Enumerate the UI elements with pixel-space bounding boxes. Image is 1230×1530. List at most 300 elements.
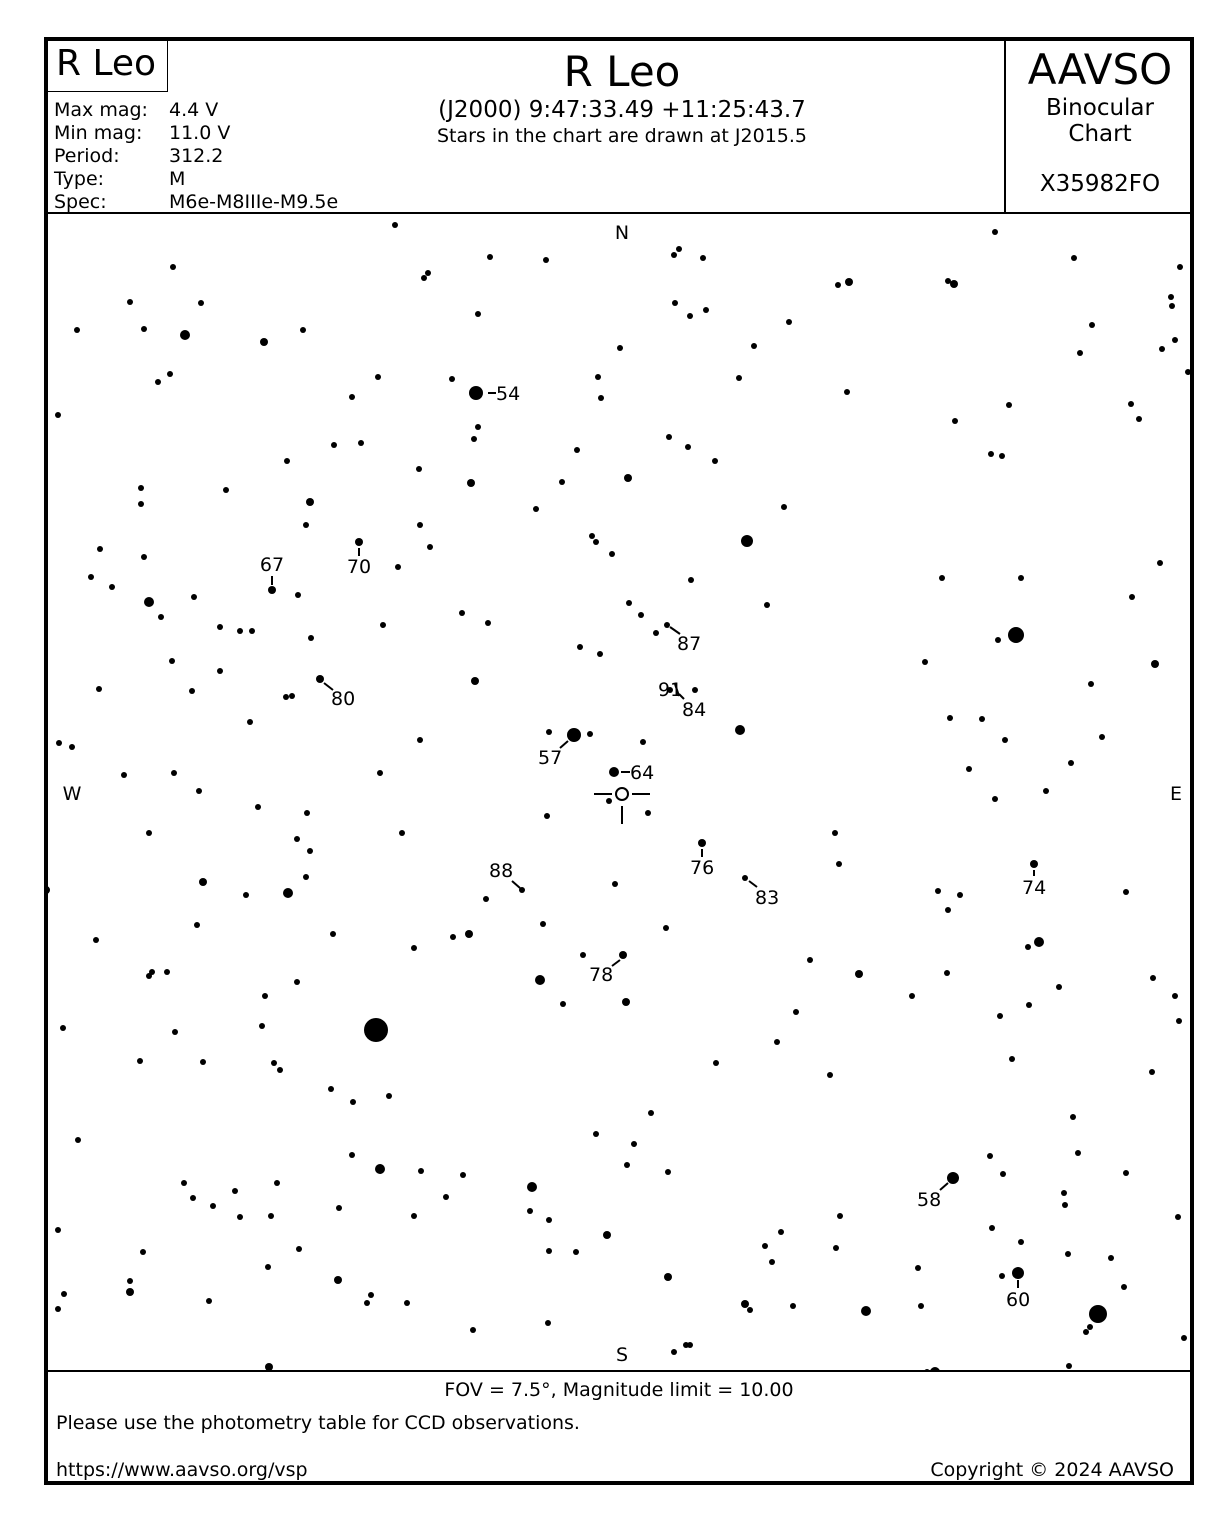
star bbox=[418, 1168, 424, 1174]
label-leader-line bbox=[940, 1183, 948, 1190]
star bbox=[465, 930, 473, 938]
star bbox=[671, 1349, 677, 1355]
star bbox=[861, 1306, 871, 1316]
star bbox=[283, 694, 289, 700]
star bbox=[560, 1001, 566, 1007]
star bbox=[736, 375, 742, 381]
star bbox=[331, 442, 337, 448]
star bbox=[1065, 1251, 1071, 1257]
star bbox=[845, 278, 853, 286]
star bbox=[392, 222, 398, 228]
star bbox=[149, 969, 155, 975]
comparison-label: 80 bbox=[331, 688, 356, 710]
star bbox=[471, 436, 477, 442]
star bbox=[612, 881, 618, 887]
star bbox=[835, 282, 841, 288]
star bbox=[1129, 594, 1135, 600]
star bbox=[989, 1225, 995, 1231]
star bbox=[380, 622, 386, 628]
star bbox=[96, 686, 102, 692]
star bbox=[837, 1213, 843, 1219]
comparison-label: 64 bbox=[630, 762, 655, 784]
label-leader-line bbox=[512, 881, 520, 888]
star bbox=[1150, 975, 1156, 981]
star bbox=[141, 554, 147, 560]
star bbox=[827, 1072, 833, 1078]
star bbox=[1062, 1202, 1068, 1208]
star bbox=[69, 744, 75, 750]
star bbox=[336, 1205, 342, 1211]
compass-north: N bbox=[614, 222, 630, 244]
info-label: Period: bbox=[54, 145, 120, 167]
chart-kind-line1: Binocular bbox=[1046, 95, 1154, 121]
star bbox=[774, 1039, 780, 1045]
star bbox=[712, 458, 718, 464]
star bbox=[232, 1188, 238, 1194]
star bbox=[703, 307, 709, 313]
star bbox=[48, 886, 50, 894]
star bbox=[1172, 337, 1178, 343]
star bbox=[93, 937, 99, 943]
star bbox=[349, 1152, 355, 1158]
star bbox=[606, 798, 612, 804]
info-value: 4.4 V bbox=[169, 99, 219, 121]
star bbox=[137, 1058, 143, 1064]
star bbox=[487, 254, 493, 260]
star bbox=[1012, 1267, 1024, 1279]
star bbox=[375, 374, 381, 380]
star bbox=[741, 535, 753, 547]
star bbox=[206, 1298, 212, 1304]
star bbox=[375, 1164, 385, 1174]
star bbox=[141, 326, 147, 332]
star bbox=[196, 788, 202, 794]
star bbox=[769, 1259, 775, 1265]
star bbox=[995, 637, 1001, 643]
star bbox=[404, 1300, 410, 1306]
star bbox=[735, 725, 745, 735]
star bbox=[140, 1249, 146, 1255]
comparison-label: 87 bbox=[677, 633, 702, 655]
star bbox=[609, 767, 619, 777]
star bbox=[459, 610, 465, 616]
star bbox=[1026, 1002, 1032, 1008]
star bbox=[265, 1363, 273, 1370]
star bbox=[992, 796, 998, 802]
compass-west: W bbox=[62, 783, 82, 805]
star bbox=[349, 394, 355, 400]
star bbox=[966, 766, 972, 772]
star bbox=[687, 313, 693, 319]
star bbox=[947, 715, 953, 721]
star bbox=[988, 451, 994, 457]
star bbox=[181, 1180, 187, 1186]
chart-frame bbox=[44, 37, 1194, 1485]
star bbox=[265, 1264, 271, 1270]
info-label: Spec: bbox=[54, 191, 107, 213]
star bbox=[260, 338, 268, 346]
star bbox=[274, 1180, 280, 1186]
star bbox=[1099, 734, 1105, 740]
star bbox=[935, 888, 941, 894]
star-field-stars bbox=[48, 222, 1190, 1370]
star bbox=[243, 892, 249, 898]
vsp-link[interactable]: https://www.aavso.org/vsp bbox=[56, 1459, 308, 1481]
star bbox=[449, 376, 455, 382]
star bbox=[1018, 1239, 1024, 1245]
comparison-label: 91 bbox=[658, 679, 683, 701]
star bbox=[685, 444, 691, 450]
star bbox=[425, 270, 431, 276]
star bbox=[421, 275, 427, 281]
star bbox=[543, 257, 549, 263]
star bbox=[567, 728, 581, 742]
star bbox=[249, 628, 255, 634]
star bbox=[997, 1013, 1003, 1019]
star bbox=[55, 412, 61, 418]
star bbox=[1123, 889, 1129, 895]
star bbox=[56, 740, 62, 746]
star bbox=[308, 635, 314, 641]
star bbox=[1083, 1329, 1089, 1335]
star bbox=[580, 952, 586, 958]
compass-south: S bbox=[615, 1344, 629, 1366]
star bbox=[121, 772, 127, 778]
star bbox=[330, 931, 336, 937]
copyright: Copyright © 2024 AAVSO bbox=[930, 1459, 1174, 1481]
star bbox=[300, 327, 306, 333]
star bbox=[1172, 993, 1178, 999]
star bbox=[303, 522, 309, 528]
star bbox=[1169, 303, 1175, 309]
star bbox=[533, 506, 539, 512]
star bbox=[1071, 255, 1077, 261]
star bbox=[1149, 1069, 1155, 1075]
star bbox=[303, 874, 309, 880]
star bbox=[259, 1023, 265, 1029]
star bbox=[1181, 1335, 1187, 1341]
star bbox=[1089, 322, 1095, 328]
star bbox=[271, 1060, 277, 1066]
star bbox=[475, 311, 481, 317]
star bbox=[146, 830, 152, 836]
comparison-label: 70 bbox=[346, 556, 372, 578]
comparison-label: 54 bbox=[496, 383, 521, 405]
star bbox=[671, 252, 677, 258]
star bbox=[334, 1276, 342, 1284]
star bbox=[587, 731, 593, 737]
star bbox=[1009, 1056, 1015, 1062]
star bbox=[1087, 1324, 1093, 1330]
info-label: Min mag: bbox=[54, 122, 143, 144]
star bbox=[1068, 760, 1074, 766]
star bbox=[1034, 937, 1044, 947]
star bbox=[577, 644, 583, 650]
star bbox=[377, 770, 383, 776]
star bbox=[665, 1169, 671, 1175]
star bbox=[262, 993, 268, 999]
star bbox=[395, 564, 401, 570]
star bbox=[368, 1292, 374, 1298]
star bbox=[247, 719, 253, 725]
star bbox=[664, 622, 670, 628]
star bbox=[198, 300, 204, 306]
star bbox=[328, 1086, 334, 1092]
star bbox=[617, 345, 623, 351]
star bbox=[289, 693, 295, 699]
star bbox=[127, 299, 133, 305]
info-value: 312.2 bbox=[169, 145, 224, 167]
star bbox=[1159, 346, 1165, 352]
star bbox=[294, 979, 300, 985]
star bbox=[593, 1131, 599, 1137]
star bbox=[191, 594, 197, 600]
star bbox=[307, 848, 313, 854]
star bbox=[55, 1306, 61, 1312]
star bbox=[277, 1067, 283, 1073]
star bbox=[210, 1203, 216, 1209]
star bbox=[1175, 1214, 1181, 1220]
star bbox=[945, 278, 951, 284]
star bbox=[653, 630, 659, 636]
star bbox=[609, 551, 615, 557]
star bbox=[663, 925, 669, 931]
star bbox=[1061, 1190, 1067, 1196]
star bbox=[793, 1009, 799, 1015]
star bbox=[358, 440, 364, 446]
star bbox=[467, 479, 475, 487]
star bbox=[764, 602, 770, 608]
label-leader-line bbox=[612, 960, 620, 966]
comparison-label: 83 bbox=[755, 887, 780, 909]
star bbox=[144, 597, 154, 607]
star bbox=[790, 1303, 796, 1309]
star bbox=[1128, 401, 1134, 407]
star bbox=[237, 628, 243, 634]
star bbox=[386, 1093, 392, 1099]
star bbox=[167, 371, 173, 377]
star bbox=[781, 504, 787, 510]
star bbox=[443, 1194, 449, 1200]
target-circle bbox=[616, 788, 628, 800]
star bbox=[676, 246, 682, 252]
star bbox=[316, 675, 324, 683]
star bbox=[1177, 264, 1183, 270]
star bbox=[999, 453, 1005, 459]
star bbox=[190, 1195, 196, 1201]
star bbox=[947, 1172, 959, 1184]
chart-title: R Leo bbox=[563, 47, 681, 96]
star bbox=[778, 1229, 784, 1235]
star bbox=[172, 1029, 178, 1035]
star bbox=[546, 729, 552, 735]
star bbox=[170, 264, 176, 270]
star bbox=[471, 677, 479, 685]
star bbox=[416, 466, 422, 472]
star bbox=[593, 539, 599, 545]
star bbox=[350, 1099, 356, 1105]
star bbox=[742, 875, 748, 881]
star bbox=[1121, 1284, 1127, 1290]
star bbox=[1123, 1170, 1129, 1176]
target-marker bbox=[594, 788, 650, 824]
star bbox=[284, 458, 290, 464]
star bbox=[807, 957, 813, 963]
star bbox=[626, 600, 632, 606]
comparison-label: 84 bbox=[682, 699, 707, 721]
chart-kind-line2: Chart bbox=[1068, 121, 1132, 147]
star bbox=[1151, 660, 1159, 668]
chart-kind bbox=[1006, 95, 1194, 147]
star bbox=[283, 888, 293, 898]
footer bbox=[48, 1370, 1190, 1485]
star bbox=[217, 624, 223, 630]
star bbox=[364, 1300, 370, 1306]
comparison-label: 78 bbox=[589, 964, 614, 986]
star bbox=[546, 1248, 552, 1254]
star bbox=[546, 1217, 552, 1223]
compass-east: E bbox=[1169, 783, 1183, 805]
star bbox=[169, 658, 175, 664]
star bbox=[97, 546, 103, 552]
star bbox=[540, 921, 546, 927]
info-label: Max mag: bbox=[54, 99, 148, 121]
star bbox=[598, 395, 604, 401]
star bbox=[664, 1273, 672, 1281]
star bbox=[138, 501, 144, 507]
star bbox=[698, 839, 706, 847]
star bbox=[55, 1227, 61, 1233]
star bbox=[595, 374, 601, 380]
star bbox=[624, 1162, 630, 1168]
star bbox=[237, 1214, 243, 1220]
star bbox=[574, 447, 580, 453]
star bbox=[296, 1246, 302, 1252]
star-field bbox=[48, 214, 1190, 1370]
label-leaders bbox=[272, 393, 1034, 1288]
star bbox=[469, 386, 483, 400]
star bbox=[952, 418, 958, 424]
star bbox=[1108, 1255, 1114, 1261]
star bbox=[74, 327, 80, 333]
star bbox=[619, 951, 627, 959]
star bbox=[944, 970, 950, 976]
star bbox=[223, 487, 229, 493]
star bbox=[138, 485, 144, 491]
star bbox=[304, 810, 310, 816]
star bbox=[75, 1137, 81, 1143]
star bbox=[470, 1327, 476, 1333]
star bbox=[355, 538, 363, 546]
info-value: 11.0 V bbox=[169, 122, 231, 144]
star bbox=[485, 620, 491, 626]
star bbox=[109, 584, 115, 590]
star bbox=[597, 651, 603, 657]
epoch-note: Stars in the chart are drawn at J2015.5 bbox=[436, 125, 808, 147]
star bbox=[527, 1182, 537, 1192]
star bbox=[1000, 1171, 1006, 1177]
ccd-note: Please use the photometry table for CCD observations. bbox=[56, 1412, 580, 1434]
star bbox=[844, 389, 850, 395]
star bbox=[987, 1153, 993, 1159]
star bbox=[922, 659, 928, 665]
org-name: AAVSO bbox=[1027, 45, 1173, 94]
star bbox=[88, 574, 94, 580]
star bbox=[1070, 1114, 1076, 1120]
star bbox=[700, 255, 706, 261]
star bbox=[180, 330, 190, 340]
star bbox=[527, 1208, 533, 1214]
star bbox=[295, 592, 301, 598]
star bbox=[603, 1231, 611, 1239]
comparison-label: 74 bbox=[1022, 877, 1047, 899]
star bbox=[648, 1110, 654, 1116]
star bbox=[217, 668, 223, 674]
star bbox=[399, 830, 405, 836]
star bbox=[194, 922, 200, 928]
chart-id: X35982FO bbox=[1039, 171, 1161, 197]
star bbox=[199, 878, 207, 886]
star bbox=[1075, 1150, 1081, 1156]
star bbox=[364, 1018, 388, 1042]
star bbox=[1043, 788, 1049, 794]
star bbox=[909, 993, 915, 999]
star bbox=[832, 830, 838, 836]
star bbox=[171, 770, 177, 776]
star bbox=[1136, 416, 1142, 422]
comparison-label: 60 bbox=[1006, 1289, 1031, 1311]
star bbox=[741, 1300, 749, 1308]
star bbox=[61, 1291, 67, 1297]
star bbox=[559, 479, 565, 485]
coordinates: (J2000) 9:47:33.49 +11:25:43.7 bbox=[438, 97, 806, 123]
star bbox=[411, 1213, 417, 1219]
star bbox=[672, 300, 678, 306]
star bbox=[918, 1303, 924, 1309]
star bbox=[979, 716, 985, 722]
comparison-label: 88 bbox=[489, 860, 514, 882]
star bbox=[155, 379, 161, 385]
star bbox=[417, 737, 423, 743]
info-label: Type: bbox=[54, 168, 105, 190]
star bbox=[475, 424, 481, 430]
star bbox=[200, 1059, 206, 1065]
star bbox=[1077, 350, 1083, 356]
star bbox=[544, 813, 550, 819]
star bbox=[624, 474, 632, 482]
info-value: M bbox=[169, 168, 186, 190]
star bbox=[992, 229, 998, 235]
star bbox=[747, 1307, 753, 1313]
star bbox=[411, 945, 417, 951]
star bbox=[836, 861, 842, 867]
star bbox=[1056, 984, 1062, 990]
star bbox=[640, 739, 646, 745]
star bbox=[1089, 1305, 1107, 1323]
star bbox=[483, 896, 489, 902]
star bbox=[692, 687, 698, 693]
star bbox=[762, 1243, 768, 1249]
star bbox=[268, 1213, 274, 1219]
star bbox=[1018, 575, 1024, 581]
star bbox=[60, 1025, 66, 1031]
star bbox=[545, 1320, 551, 1326]
star bbox=[450, 934, 456, 940]
star bbox=[855, 970, 863, 978]
star bbox=[1002, 737, 1008, 743]
star bbox=[622, 998, 630, 1006]
star bbox=[1157, 560, 1163, 566]
